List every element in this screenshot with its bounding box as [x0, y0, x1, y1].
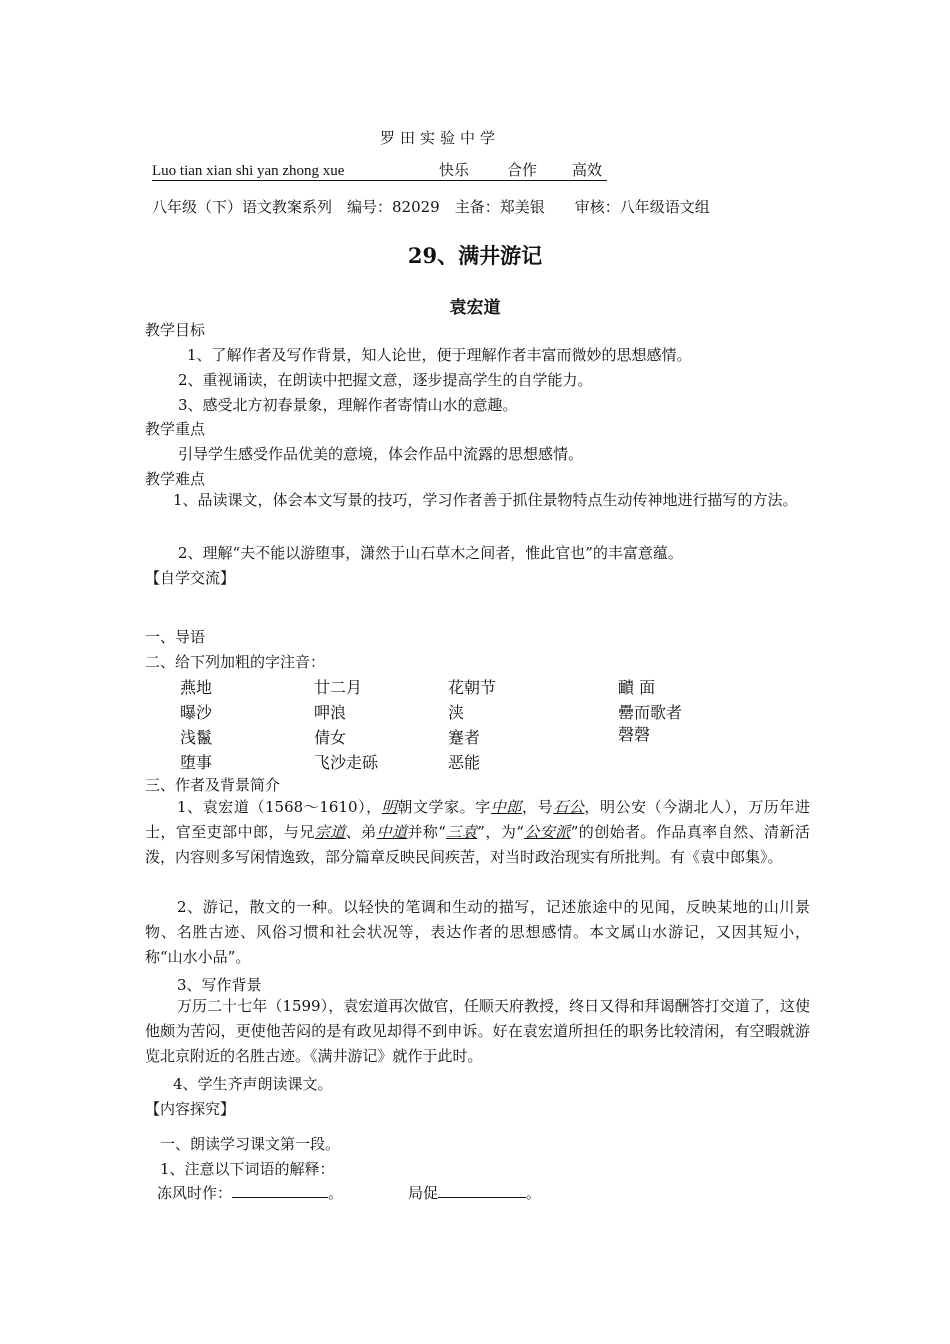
explore-heading: 【内容探究】 — [145, 1100, 236, 1118]
word-juchu — [408, 1182, 541, 1203]
term-gonganpai: 公安派 — [523, 823, 571, 841]
background-p3-heading: 3、写作背景 — [177, 976, 262, 994]
focus-heading: 教学重点 — [145, 420, 206, 438]
vocab-qianlie: 浅鬣 — [180, 728, 213, 747]
background-p2: 2、游记，散文的一种。以轻快的笔调和生动的描写，记述旅途中的见闻，反映某地的山川景物、名胜古迹、风俗习惯和社会状况等，表达作者的思想感情。本文属山水游记，又因其短小，称“山水小品”。 — [145, 898, 810, 966]
vocab-leierge: 罍而歌者 — [618, 703, 683, 722]
vocab-eneng: 恶能 — [448, 753, 481, 772]
phonetic-heading: 二、给下列加粗的字注音： — [145, 653, 326, 671]
motto-happy: 快乐 — [439, 163, 470, 179]
selfstudy-heading: 【自学交流】 — [145, 569, 236, 587]
vocab-jianzhe: 蹇者 — [448, 728, 481, 747]
lesson-title: 29、满井游记 — [407, 243, 543, 268]
term-zhongdao: 中道 — [376, 823, 408, 841]
vocab-pusha: 曝沙 — [180, 703, 213, 722]
vocab-duoshi: 堕事 — [180, 753, 213, 772]
vocab-xialang: 呷浪 — [314, 703, 347, 722]
background-p1 — [145, 795, 810, 870]
answer-blank-juchu[interactable] — [438, 1183, 526, 1198]
vocab-huazhaojie: 花朝节 — [448, 678, 497, 697]
term-shigong: 石公 — [553, 798, 585, 816]
p1-text: 朝文学家。字 — [397, 798, 491, 816]
word-dongfeng — [157, 1182, 343, 1203]
vocab-feishazouli: 飞沙走砾 — [314, 753, 379, 772]
word-juchu-label: 局促 — [408, 1184, 439, 1202]
goals-heading: 教学目标 — [145, 321, 206, 339]
explore-step-2: 1、注意以下词语的解释： — [160, 1160, 335, 1178]
p1-text: 并称“ — [407, 823, 446, 841]
background-p3: 万历二十七年（1599），袁宏道再次做官，任顺天府教授，终日又得和拜谒酬答打交道了，这使他颇为苦闷，更使他苦闷的是有政见却得不到申诉。好在袁宏道所担任的职务比较清闲，有空暇就游览北京附近的名胜古迹。《满井游记》就作于此时。 — [145, 997, 810, 1065]
p1-text: ，号 — [522, 798, 554, 816]
p1-text: ”，为“ — [477, 823, 524, 841]
p1-text: ”的创始者。作品真率自然、清新活泼，内容则多写闲情逸致，部分篇章反映民间疾苦，对当时政治现实有所批判。有《袁中郎集》。 — [145, 823, 810, 866]
word-juchu-end: 。 — [526, 1184, 542, 1202]
p1-text: 1、袁宏道（1568～1610）， — [177, 798, 382, 816]
difficulty-item-2: 2、理解“夫不能以游堕事，潇然于山石草木之间者，惟此官也”的丰富意蕴。 — [178, 544, 683, 562]
motto-cooperate: 合作 — [507, 163, 538, 179]
vocab-qiannv: 倩女 — [314, 728, 347, 747]
word-dongfeng-end: 。 — [328, 1184, 344, 1202]
vocab-qingqing: 磬磬 — [618, 725, 651, 744]
word-dongfeng-label: 冻风时作： — [157, 1184, 233, 1202]
vocab-yandi: 燕地 — [180, 678, 213, 697]
intro-heading: 一、导语 — [145, 628, 206, 646]
goal-item-3: 3、感受北方初春景象，理解作者寄情山水的意趣。 — [178, 396, 518, 414]
term-zongdao: 宗道 — [314, 823, 346, 841]
school-pinyin: Luo tian xian shi yan zhong xue — [152, 163, 345, 179]
explore-step-1: 一、朗读学习课文第一段。 — [160, 1135, 341, 1153]
term-zhonglang: 中郎 — [490, 798, 523, 816]
answer-blank-dongfeng[interactable] — [232, 1183, 328, 1198]
difficulty-item-1: 1、品读课文，体会本文写景的技巧，学习作者善于抓住景物特点生动传神地进行描写的方法。 — [173, 491, 798, 509]
motto-efficient: 高效 — [572, 163, 603, 179]
background-p4: 4、学生齐声朗读课文。 — [173, 1075, 333, 1093]
school-name: 罗田实验中学 — [380, 129, 501, 147]
vocab-huimian: 靧 面 — [618, 678, 656, 697]
goal-item-2: 2、重视诵读，在朗读中把握文意，逐步提高学生的自学能力。 — [178, 371, 593, 389]
vocab-jia: 浃 — [448, 703, 465, 722]
difficulty-heading: 教学难点 — [145, 470, 206, 488]
goal-item-1: 1、了解作者及写作背景，知人论世，便于理解作者丰富而微妙的思想感情。 — [187, 346, 692, 364]
term-sanyuan: 三袁 — [445, 823, 478, 841]
p1-text: ，明公安（今湖北人），万历年进士，官至吏部中郎，与兄 — [145, 798, 810, 841]
school-pinyin-line — [152, 162, 607, 181]
p1-text: 、弟 — [345, 823, 377, 841]
focus-text: 引导学生感受作品优美的意境，体会作品中流露的思想感情。 — [178, 445, 584, 463]
lesson-author: 袁宏道 — [449, 298, 501, 318]
term-ming: 明 — [381, 798, 398, 816]
vocab-nianeryue: 廿二月 — [314, 678, 363, 697]
background-heading: 三、作者及背景简介 — [145, 776, 281, 794]
series-info: 八年级（下）语文教案系列 编号：82029 主备：郑美银 审核：八年级语文组 — [152, 198, 710, 216]
